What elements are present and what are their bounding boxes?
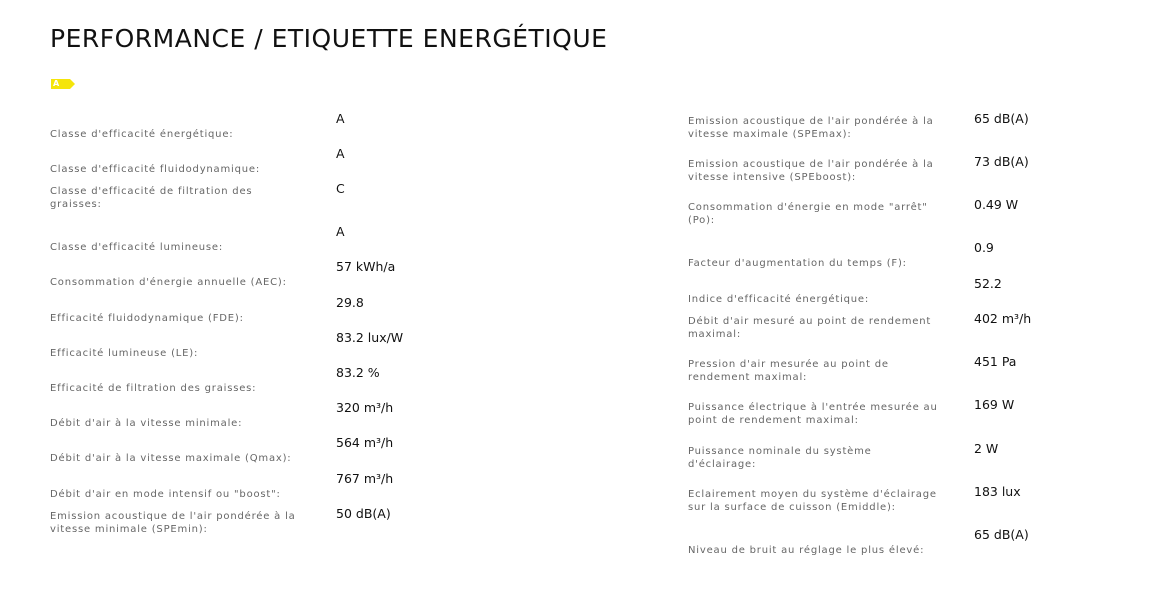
spec-label: Efficacité de filtration des graisses:: [50, 383, 257, 394]
spec-value: 402 m³/h: [974, 311, 1032, 326]
spec-value: 50 dB(A): [336, 506, 391, 521]
spec-label: Emission acoustique de l'air pondérée à la vitesse intensive (SPEboost):: [688, 159, 934, 183]
spec-value: 65 dB(A): [974, 527, 1029, 542]
spec-row: [50, 400, 450, 430]
spec-value: 65 dB(A): [974, 111, 1029, 126]
spec-row: [688, 111, 1108, 141]
spec-row: [50, 224, 450, 254]
spec-value: 73 dB(A): [974, 154, 1029, 169]
energy-class-letter: A: [53, 79, 60, 88]
spec-label: Efficacité lumineuse (LE):: [50, 348, 199, 359]
spec-row: [50, 330, 450, 360]
spec-label: Emission acoustique de l'air pondérée à la vitesse minimale (SPEmin):: [50, 511, 296, 535]
spec-label: Débit d'air à la vitesse minimale:: [50, 418, 243, 429]
spec-value: A: [336, 224, 345, 239]
spec-label: Puissance nominale du système d'éclairage:: [688, 446, 872, 470]
spec-label: Indice d'efficacité énergétique:: [688, 294, 870, 305]
spec-row: [688, 240, 1108, 270]
spec-row: [50, 471, 450, 501]
spec-label: Classe d'efficacité fluidodynamique:: [50, 164, 261, 175]
spec-row: [688, 154, 1108, 184]
spec-row: [688, 311, 1108, 341]
spec-row: [50, 295, 450, 325]
spec-value: 52.2: [974, 276, 1002, 291]
spec-row: [688, 197, 1108, 227]
spec-value: 564 m³/h: [336, 435, 394, 450]
spec-value: 169 W: [974, 397, 1015, 412]
spec-row: [688, 441, 1108, 471]
spec-label: Consommation d'énergie annuelle (AEC):: [50, 277, 287, 288]
spec-row: [688, 276, 1108, 306]
spec-row: [688, 527, 1108, 557]
spec-row: [50, 181, 450, 211]
spec-value: 83.2 %: [336, 365, 380, 380]
spec-label: Classe d'efficacité lumineuse:: [50, 242, 224, 253]
spec-value: 451 Pa: [974, 354, 1017, 369]
spec-label: Débit d'air en mode intensif ou "boost":: [50, 489, 281, 500]
spec-value: A: [336, 146, 345, 161]
spec-label: Débit d'air à la vitesse maximale (Qmax):: [50, 453, 292, 464]
spec-row: [50, 435, 450, 465]
spec-label: Efficacité fluidodynamique (FDE):: [50, 313, 244, 324]
spec-value: 0.9: [974, 240, 994, 255]
spec-value: 0.49 W: [974, 197, 1019, 212]
spec-label: Consommation d'énergie en mode "arrêt" (Po):: [688, 202, 928, 226]
spec-row: [50, 365, 450, 395]
spec-row: [50, 146, 450, 176]
spec-row: [688, 397, 1108, 427]
spec-label: Puissance électrique à l'entrée mesurée au point de rendement maximal:: [688, 402, 938, 426]
spec-label: Eclairement moyen du système d'éclairage sur la surface de cuisson (Emiddle):: [688, 489, 937, 513]
spec-label: Pression d'air mesurée au point de rendement maximal:: [688, 359, 889, 383]
spec-row: [50, 111, 450, 141]
spec-value: 29.8: [336, 295, 364, 310]
spec-value: 767 m³/h: [336, 471, 394, 486]
spec-value: 83.2 lux/W: [336, 330, 404, 345]
spec-value: 320 m³/h: [336, 400, 394, 415]
spec-value: 183 lux: [974, 484, 1021, 499]
spec-label: Emission acoustique de l'air pondérée à la vitesse maximale (SPEmax):: [688, 116, 934, 140]
energy-class-badge: [51, 79, 75, 89]
spec-value: A: [336, 111, 345, 126]
spec-value: 2 W: [974, 441, 999, 456]
spec-label: Classe d'efficacité de filtration des graisses:: [50, 186, 253, 210]
spec-row: [688, 484, 1108, 514]
spec-row: [50, 259, 450, 289]
spec-label: Niveau de bruit au réglage le plus élevé:: [688, 545, 925, 556]
spec-value: C: [336, 181, 345, 196]
page-title: PERFORMANCE / ETIQUETTE ENERGÉTIQUE: [50, 24, 608, 53]
spec-label: Débit d'air mesuré au point de rendement maximal:: [688, 316, 932, 340]
spec-label: Facteur d'augmentation du temps (F):: [688, 258, 907, 269]
spec-row: [688, 354, 1108, 384]
spec-label: Classe d'efficacité énergétique:: [50, 129, 234, 140]
spec-value: 57 kWh/a: [336, 259, 396, 274]
spec-row: [50, 506, 450, 536]
